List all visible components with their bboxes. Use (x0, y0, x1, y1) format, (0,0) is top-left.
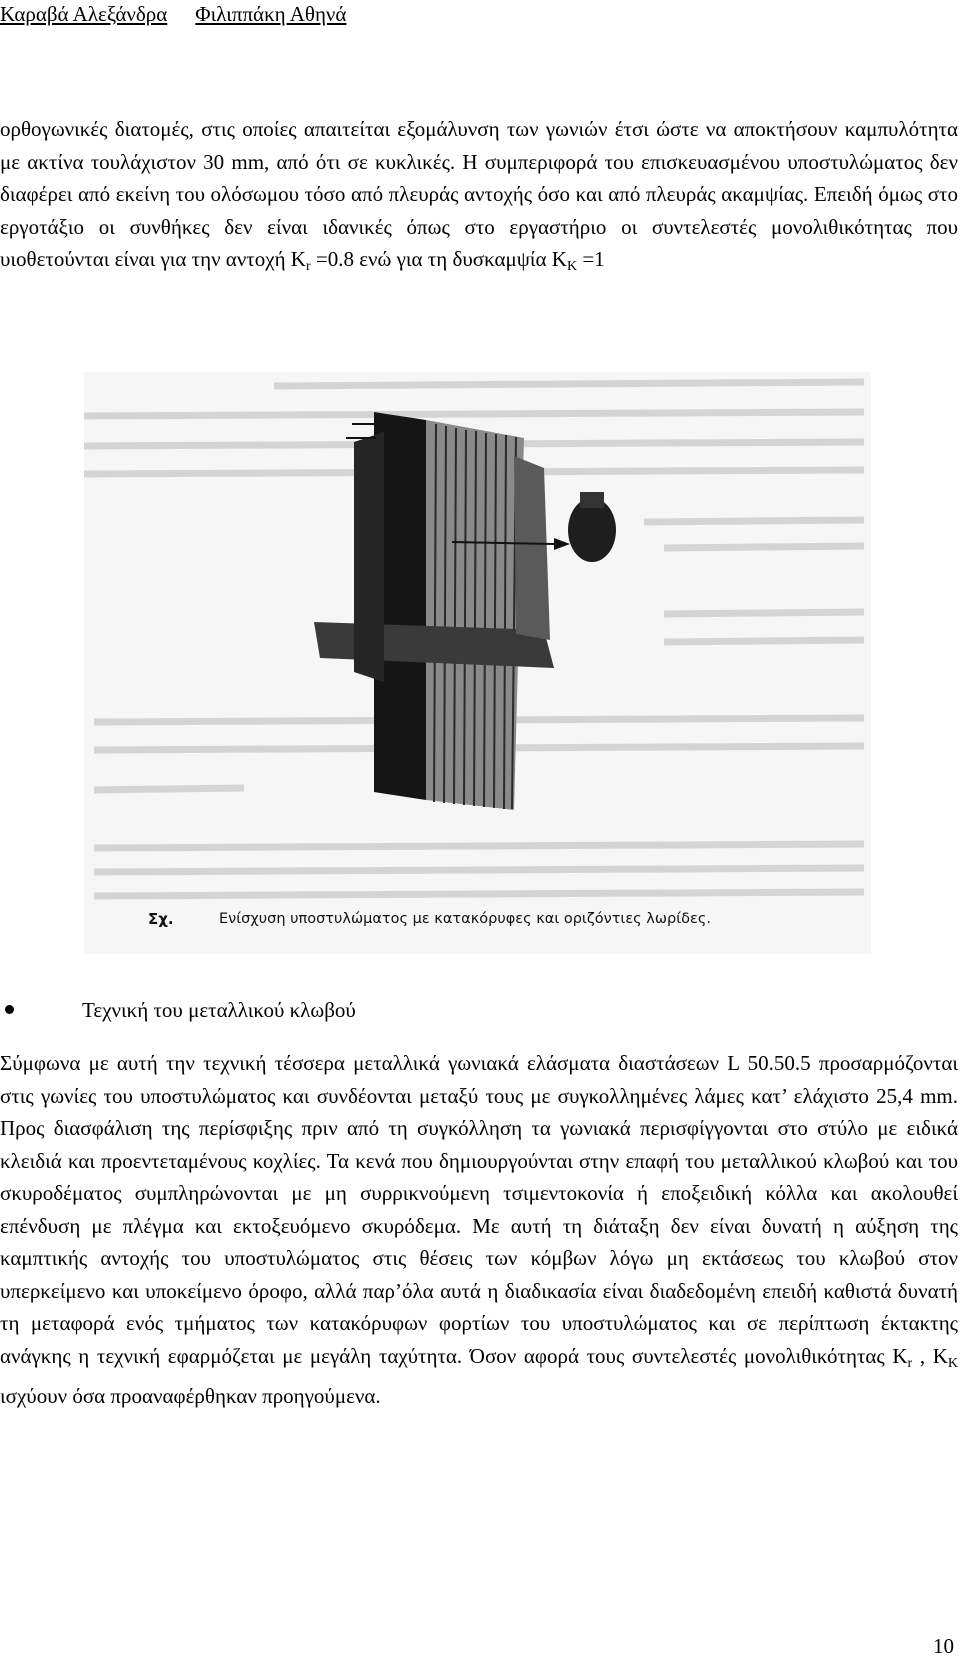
subscript-r-2: r (907, 1355, 913, 1371)
paragraph-2 (0, 1047, 958, 1413)
subscript-k: K (566, 259, 578, 274)
paragraph-2-text-a: Σύμφωνα με αυτή την τεχνική τέσσερα μεταλλικά γωνιακά ελάσματα διαστάσεων L 50.50.5 προσαρμόζονται στις γωνίες του υποστυλώματος και συνδέονται μεταξύ τους με συγκολλημένες λάμες κατ’ ελάχιστο 25,4 mm. Προς διασφάλιση της περίσφιξης πριν από τη συγκόλληση τα γωνιακά περισφίγγονται στο στύλο με ειδικά κλειδιά και προεντεταμένους κοχλίες. Τα κενά που δημιουργούνται στην επαφή του μεταλλικού κλωβού και του σκυροδέματος συμπληρώνονται με μη συρρικνούμενη τσιμεντοκονία ή εποξειδική κόλλα και ακολουθεί επένδυση με πλέγμα και εκτοξευόμενο σκυρόδεμα. Με αυτή τη διάταξη δεν είναι δυνατή η αύξηση της καμπτικής αντοχής του υποστυλώματος στις θέσεις των κόμβων λόγω μη εκτάσεως του κλωβού στον υπερκείμενο και υποκείμενο όροφο, αλλά παρ’όλα αυτά η διαδικασία είναι διαδεδομένη επειδή καθιστά δυνατή τη μεταφορά ενός τμήματος των κατακόρυφων φορτίων του υποστυλώματος και σε περίπτωση έκτακτης ανάγκης η τεχνική εφαρμόζεται με μεγάλη ταχύτητα. Όσον αφορά τους συντελεστές μονολιθικότητας K (0, 1051, 958, 1368)
subscript-k-2: K (947, 1355, 958, 1371)
bullet-dot-icon (5, 1005, 14, 1014)
paragraph-1 (0, 113, 958, 284)
paragraph-2-text-b: , K (912, 1343, 948, 1368)
column-illustration (84, 372, 871, 954)
paragraph-2-text-c: ισχύουν όσα προαναφέρθηκαν προηγούμενα. (0, 1384, 381, 1408)
paragraph-1-text-b: =0.8 ενώ για τη δυσκαμψία K (310, 247, 567, 271)
figure-caption-prefix: Σχ. (148, 910, 174, 928)
bullet-label: Τεχνική του μεταλλικού κλωβού (82, 998, 356, 1022)
page-number: 10 (933, 1634, 954, 1658)
figure-caption: Ενίσχυση υποστυλώματος με κατακόρυφες και οριζόντιες λωρίδες. (219, 911, 711, 927)
paragraph-1-text-c: =1 (577, 247, 605, 271)
column-strengthening-figure (84, 372, 871, 954)
paragraph-1-text-a: ορθογωνικές διατομές, στις οποίες απαιτείται εξομάλυνση των γωνιών έτσι ώστε να αποκτήσουν καμπυλότητα με ακτίνα τουλάχιστον 30 mm, από ότι σε κυκλικές. Η συμπεριφορά του επισκευασμένου υποστυλώματος δεν διαφέρει από εκείνη του ολόσωμου τόσο από πλευράς αντοχής όσο και από πλευράς ακαμψίας. Επειδή όμως στο εργοτάξιο οι συνθήκες δεν είναι ιδανικές όπως στο εργαστήριο οι συντελεστές μονολιθικότητας που υιοθετούνται είναι για την αντοχή K (0, 117, 958, 271)
subscript-r: r (305, 259, 311, 274)
page-header (0, 0, 346, 28)
header-author-2: Φιλιππάκη Αθηνά (195, 2, 347, 26)
header-author-1: Καραβά Αλεξάνδρα (0, 2, 168, 26)
